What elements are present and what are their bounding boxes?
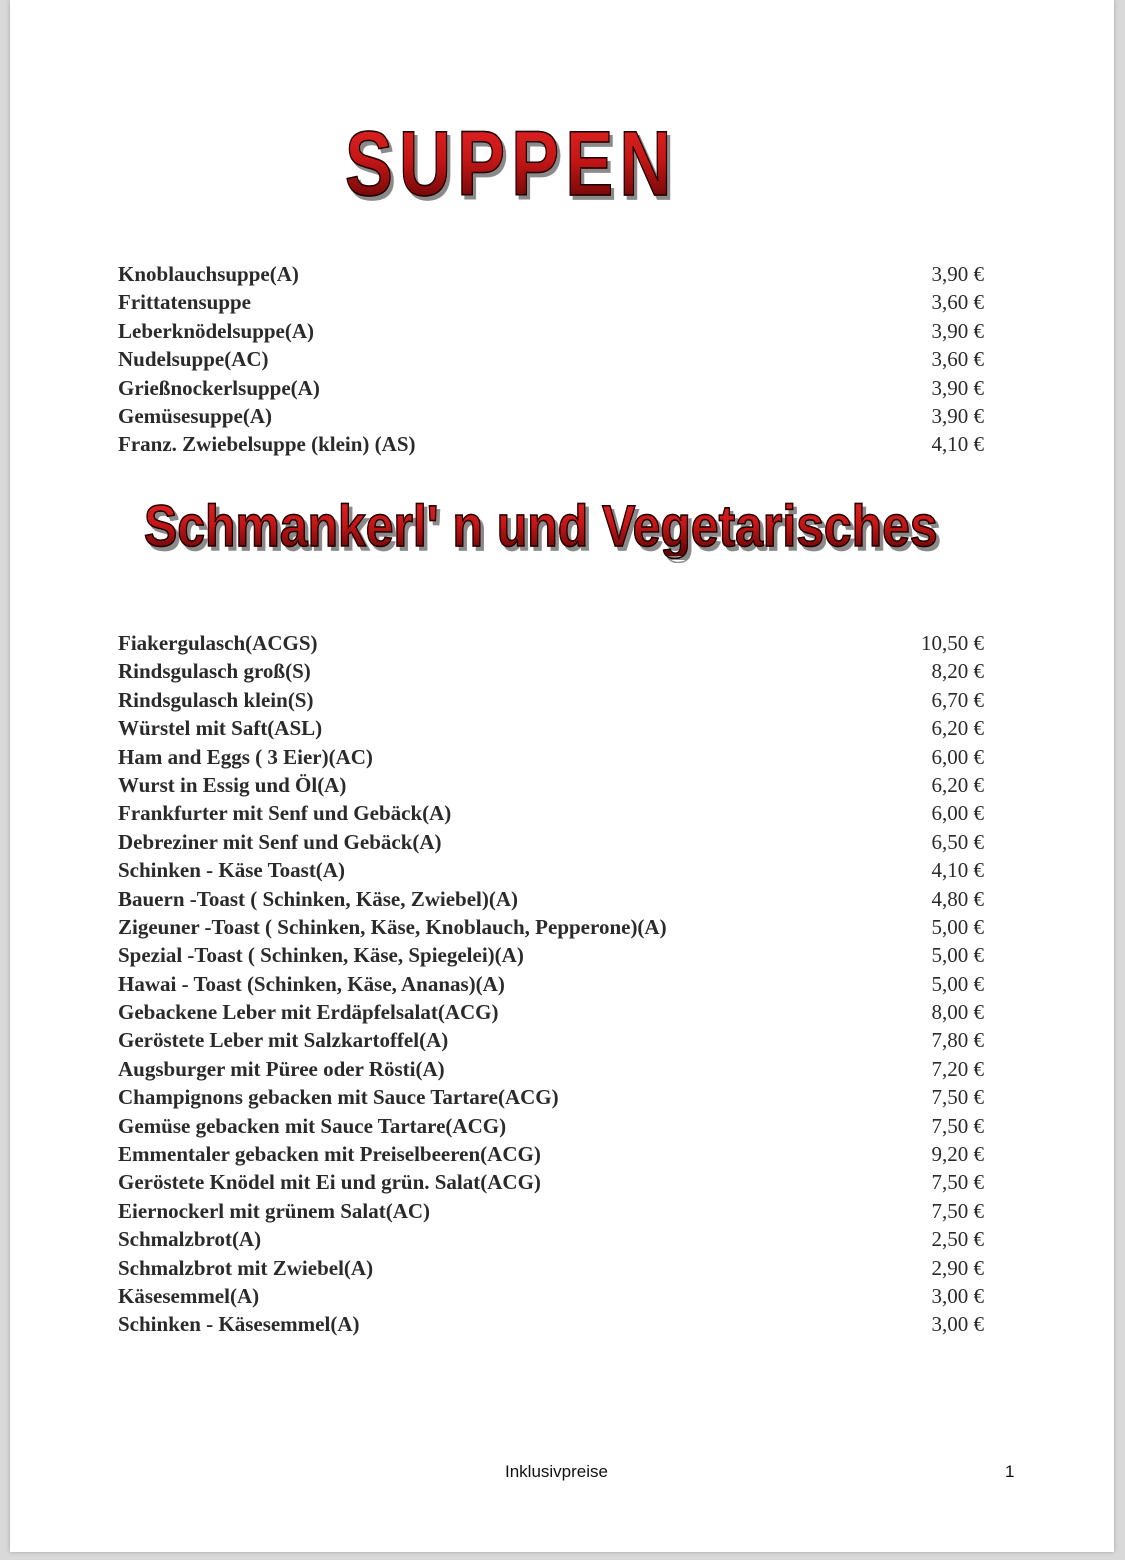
menu-item xyxy=(118,347,984,375)
item-price: 3,90 € xyxy=(931,318,984,343)
item-name: Spezial -Toast ( Schinken, Käse, Spiegelei)(A) xyxy=(118,943,524,968)
item-price: 7,50 € xyxy=(931,1085,984,1110)
menu-item xyxy=(118,858,984,886)
menu-item xyxy=(118,830,984,858)
menu-item xyxy=(118,1085,984,1113)
item-price: 3,90 € xyxy=(931,375,984,400)
menu-item xyxy=(118,801,984,829)
menu-item xyxy=(118,688,984,716)
item-price: 4,10 € xyxy=(931,432,984,457)
item-name: Augsburger mit Püree oder Rösti(A) xyxy=(118,1056,445,1081)
item-price: 6,20 € xyxy=(931,772,984,797)
item-name: Frankfurter mit Senf und Gebäck(A) xyxy=(118,801,452,826)
menu-item xyxy=(118,404,984,432)
menu-item xyxy=(118,262,984,290)
item-price: 7,80 € xyxy=(931,1028,984,1053)
item-price: 8,00 € xyxy=(931,1000,984,1025)
item-name: Ham and Eggs ( 3 Eier)(AC) xyxy=(118,744,373,769)
menu-item xyxy=(118,631,984,659)
item-name: Wurst in Essig und Öl(A) xyxy=(118,772,347,797)
menu-item xyxy=(118,1000,984,1028)
item-price: 2,90 € xyxy=(931,1255,984,1280)
menu-item xyxy=(118,716,984,744)
item-price: 8,20 € xyxy=(931,659,984,684)
item-price: 7,20 € xyxy=(931,1056,984,1081)
menu-item xyxy=(118,1170,984,1198)
item-name: Schinken - Käsesemmel(A) xyxy=(118,1312,360,1337)
item-price: 5,00 € xyxy=(931,943,984,968)
item-price: 7,50 € xyxy=(931,1170,984,1195)
menu-item xyxy=(118,1199,984,1227)
item-name: Leberknödelsuppe(A) xyxy=(118,318,315,343)
soup-list xyxy=(118,262,984,461)
item-name: Rindsgulasch klein(S) xyxy=(118,687,314,712)
item-name: Champignons gebacken mit Sauce Tartare(ACG) xyxy=(118,1085,559,1110)
item-name: Schinken - Käse Toast(A) xyxy=(118,858,345,883)
item-name: Käsesemmel(A) xyxy=(118,1283,260,1308)
item-price: 4,80 € xyxy=(931,886,984,911)
menu-item xyxy=(118,432,984,460)
menu-item xyxy=(118,1114,984,1142)
item-price: 7,50 € xyxy=(931,1198,984,1223)
item-price: 6,70 € xyxy=(931,687,984,712)
item-price: 6,00 € xyxy=(931,744,984,769)
item-name: Eiernockerl mit grünem Salat(AC) xyxy=(118,1198,431,1223)
menu-item xyxy=(118,915,984,943)
item-price: 3,00 € xyxy=(931,1312,984,1337)
item-price: 7,50 € xyxy=(931,1113,984,1138)
item-name: Schmalzbrot(A) xyxy=(118,1227,262,1252)
item-name: Emmentaler gebacken mit Preiselbeeren(ACG) xyxy=(118,1142,541,1167)
footer-note: Inklusivpreise xyxy=(505,1462,608,1481)
item-name: Geröstete Leber mit Salzkartoffel(A) xyxy=(118,1028,449,1053)
menu-item xyxy=(118,290,984,318)
item-price: 6,00 € xyxy=(931,801,984,826)
dish-list xyxy=(118,631,984,1341)
item-price: 6,50 € xyxy=(931,829,984,854)
item-name: Frittatensuppe xyxy=(118,290,251,315)
item-price: 4,10 € xyxy=(931,858,984,883)
item-name: Zigeuner -Toast ( Schinken, Käse, Knoblauch, Pepperone)(A) xyxy=(118,914,667,939)
menu-item xyxy=(118,1142,984,1170)
menu-item xyxy=(118,659,984,687)
item-name: Gebackene Leber mit Erdäpfelsalat(ACG) xyxy=(118,1000,499,1025)
item-name: Gemüsesuppe(A) xyxy=(118,403,273,428)
item-name: Knoblauchsuppe(A) xyxy=(118,262,299,286)
item-price: 2,50 € xyxy=(931,1227,984,1252)
item-name: Bauern -Toast ( Schinken, Käse, Zwiebel)(A) xyxy=(118,886,518,911)
item-price: 3,90 € xyxy=(931,403,984,428)
item-price: 3,60 € xyxy=(931,347,984,372)
item-price: 6,20 € xyxy=(931,716,984,741)
menu-item xyxy=(118,1284,984,1312)
item-name: Debreziner mit Senf und Gebäck(A) xyxy=(118,829,442,854)
section-title-suppen: SUPPEN xyxy=(345,113,678,215)
item-price: 3,00 € xyxy=(931,1283,984,1308)
item-price: 9,20 € xyxy=(931,1142,984,1167)
menu-item xyxy=(118,376,984,404)
menu-item xyxy=(118,1256,984,1284)
item-name: Gemüse gebacken mit Sauce Tartare(ACG) xyxy=(118,1113,507,1138)
menu-page xyxy=(10,0,1114,1552)
item-name: Franz. Zwiebelsuppe (klein) (AS) xyxy=(118,432,416,457)
item-name: Rindsgulasch groß(S) xyxy=(118,659,311,684)
menu-item xyxy=(118,745,984,773)
item-price: 5,00 € xyxy=(931,971,984,996)
item-name: Grießnockerlsuppe(A) xyxy=(118,375,320,400)
menu-item xyxy=(118,887,984,915)
item-price: 10,50 € xyxy=(921,631,984,655)
menu-item xyxy=(118,773,984,801)
menu-item xyxy=(118,319,984,347)
menu-item xyxy=(118,1227,984,1255)
section-title-schmankerl: Schmankerl' n und Vegetarisches xyxy=(144,494,938,559)
item-name: Schmalzbrot mit Zwiebel(A) xyxy=(118,1255,374,1280)
menu-item xyxy=(118,1028,984,1056)
item-name: Geröstete Knödel mit Ei und grün. Salat(ACG) xyxy=(118,1170,541,1195)
menu-item xyxy=(118,972,984,1000)
menu-item xyxy=(118,943,984,971)
item-name: Fiakergulasch(ACGS) xyxy=(118,631,318,655)
menu-item xyxy=(118,1057,984,1085)
page-number: 1 xyxy=(1005,1462,1015,1481)
item-name: Nudelsuppe(AC) xyxy=(118,347,269,372)
item-name: Hawai - Toast (Schinken, Käse, Ananas)(A) xyxy=(118,971,505,996)
item-price: 3,90 € xyxy=(931,262,984,286)
menu-item xyxy=(118,1312,984,1340)
item-name: Würstel mit Saft(ASL) xyxy=(118,716,323,741)
item-price: 3,60 € xyxy=(931,290,984,315)
item-price: 5,00 € xyxy=(931,914,984,939)
